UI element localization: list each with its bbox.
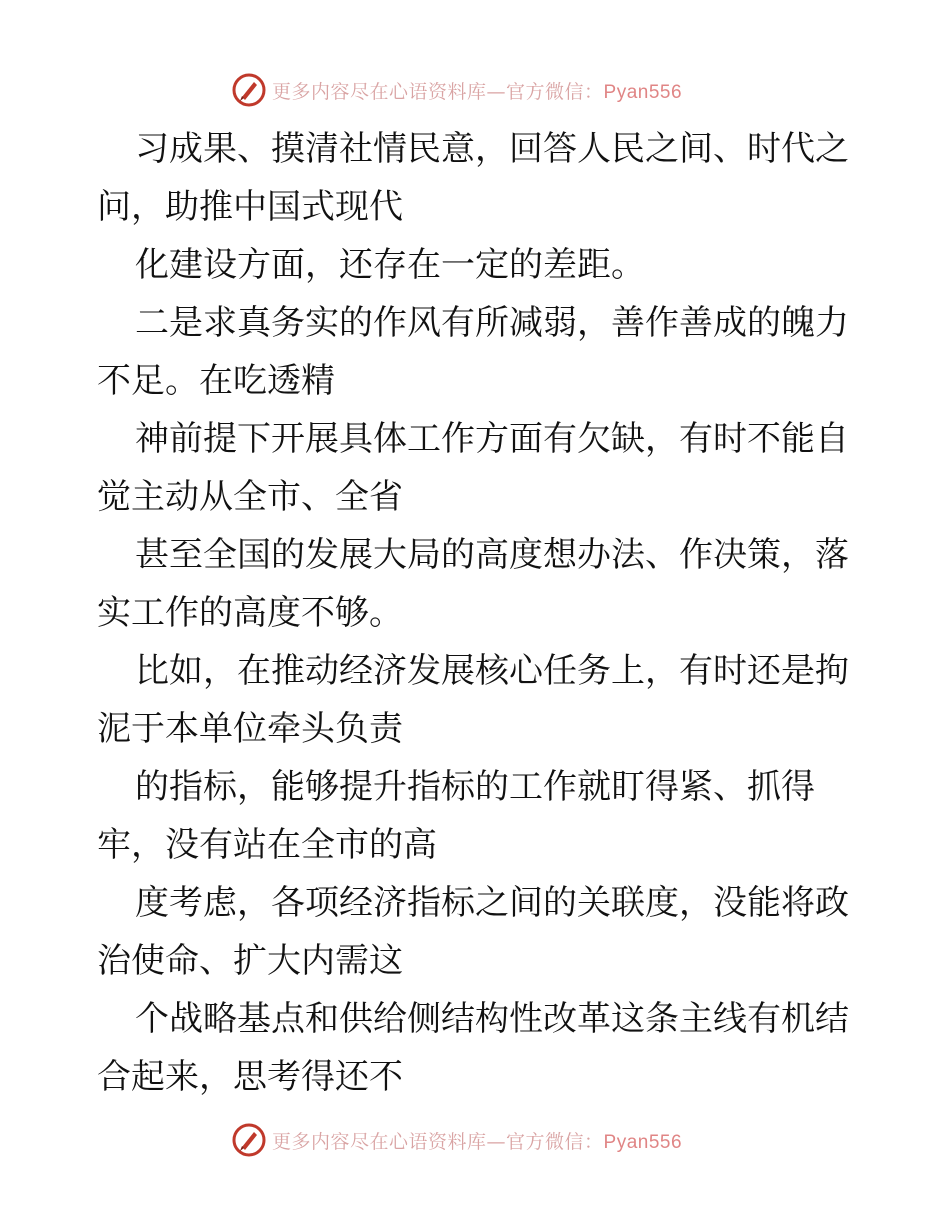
- header-watermark-banner: [232, 70, 682, 110]
- text-line: 泥于本单位牵头负责: [97, 709, 403, 749]
- document-body: [97, 120, 857, 1106]
- footer-banner-text: [272, 1127, 682, 1154]
- paragraph-3: [97, 294, 857, 410]
- text-line: 牢，没有站在全市的高: [97, 825, 437, 865]
- text-line: 二是求真务实的作风有所减弱，善作善成的魄力: [135, 303, 849, 343]
- header-banner-text: [272, 77, 682, 104]
- paragraph-4: [97, 410, 857, 526]
- text-line: 甚至全国的发展大局的高度想办法、作决策，落: [135, 535, 849, 575]
- text-line: 个战略基点和供给侧结构性改革这条主线有机结: [135, 999, 849, 1039]
- text-line: 实工作的高度不够。: [97, 593, 403, 633]
- text-line: 治使命、扩大内需这: [97, 941, 403, 981]
- header-banner-label: 更多内容尽在心语资料库—官方微信：: [272, 80, 604, 103]
- text-line: 度考虑，各项经济指标之间的关联度，没能将政: [135, 883, 849, 923]
- paragraph-2: [97, 236, 857, 294]
- paragraph-8: [97, 874, 857, 990]
- text-line: 比如，在推动经济发展核心任务上，有时还是拘: [135, 651, 849, 691]
- paragraph-5: [97, 526, 857, 642]
- text-line: 问，助推中国式现代: [97, 187, 403, 227]
- text-line: 合起来，思考得还不: [97, 1057, 403, 1097]
- text-line: 习成果、摸清社情民意，回答人民之间、时代之: [135, 129, 849, 169]
- text-line: 不足。在吃透精: [97, 361, 335, 401]
- header-wechat-id: Pyan556: [603, 81, 683, 103]
- pen-logo-icon: [232, 1123, 266, 1157]
- footer-wechat-id: Pyan556: [603, 1131, 683, 1153]
- paragraph-6: [97, 642, 857, 758]
- paragraph-9: [97, 990, 857, 1106]
- paragraph-1: [97, 120, 857, 236]
- pen-logo-icon: [232, 73, 266, 107]
- text-line: 化建设方面，还存在一定的差距。: [135, 245, 645, 285]
- text-line: 的指标，能够提升指标的工作就盯得紧、抓得: [135, 767, 815, 807]
- text-line: 神前提下开展具体工作方面有欠缺，有时不能自: [135, 419, 849, 459]
- paragraph-7: [97, 758, 857, 874]
- text-line: 觉主动从全市、全省: [97, 477, 403, 517]
- footer-banner-label: 更多内容尽在心语资料库—官方微信：: [272, 1130, 604, 1153]
- footer-watermark-banner: [232, 1120, 682, 1160]
